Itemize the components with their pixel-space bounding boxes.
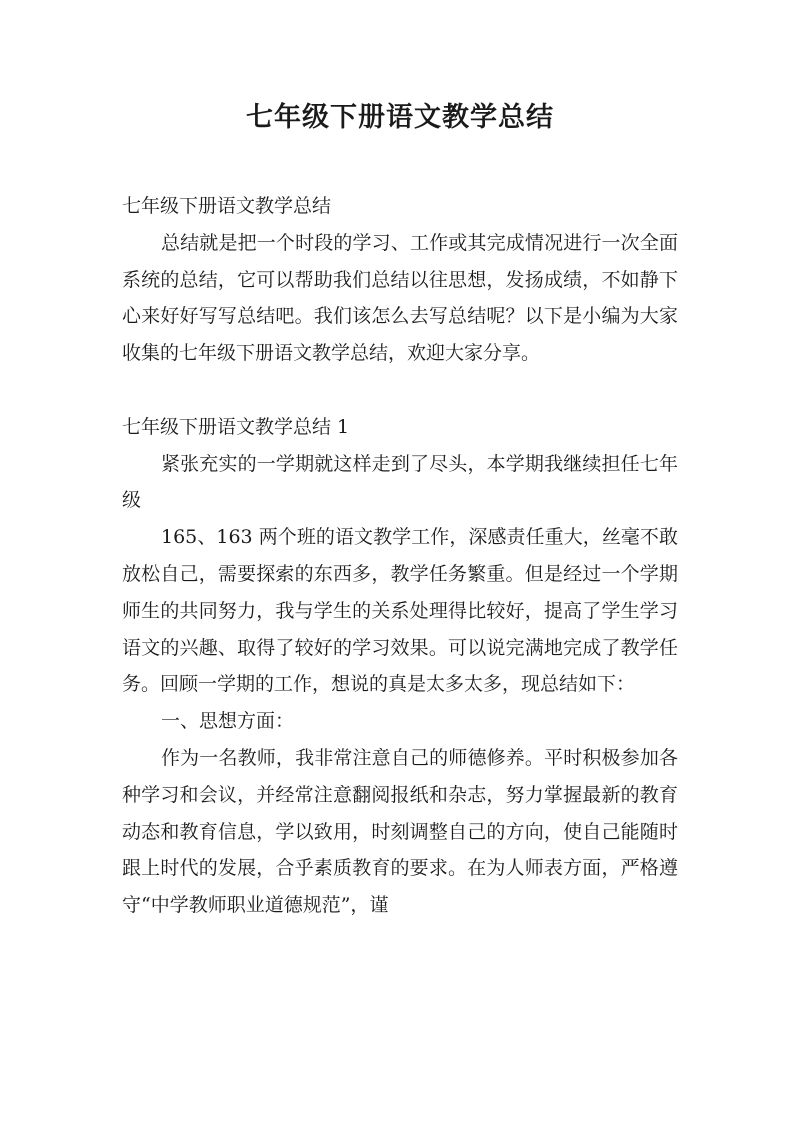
point-heading: 一、思想方面： [161,710,295,733]
paragraph: 165、163 两个班的语文教学工作，深感责任重大，丝毫不敢放松自己，需要探索的东西多，教学任务繁重。但是经过一个学期师生的共同努力，我与学生的关系处理得比较好，提高了学生学习语文的兴趣、取得了较好的学习效果。可以说完满地完成了教学任务。回顾一学期的工作，想说的真是太多太多，现总结如下： [122,526,678,696]
section-heading: 七年级下册语文教学总结 1 [122,415,350,438]
document-body [122,188,678,924]
paragraph: 作为一名教师，我非常注意自己的师德修养。平时积极参加各种学习和会议，并经常注意翻阅报纸和杂志，努力掌握最新的教育动态和教育信息，学以致用，时刻调整自己的方向，使自己能随时跟上时代的发展，合乎素质教育的要求。在为人师表方面，严格遵守“中学教师职业道德规范”，谨 [122,746,678,917]
intro-paragraph: 总结就是把一个时段的学习、工作或其完成情况进行一次全面系统的总结，它可以帮助我们总结以往思想，发扬成绩，不如静下心来好好写写总结吧。我们该怎么去写总结呢？以下是小编为大家收集的七年级下册语文教学总结，欢迎大家分享。 [122,231,678,365]
document-subtitle: 七年级下册语文教学总结 [122,195,332,217]
document-title: 七年级下册语文教学总结 [246,102,554,133]
paragraph: 紧张充实的一学期就这样走到了尽头，本学期我继续担任七年级 [122,452,678,512]
